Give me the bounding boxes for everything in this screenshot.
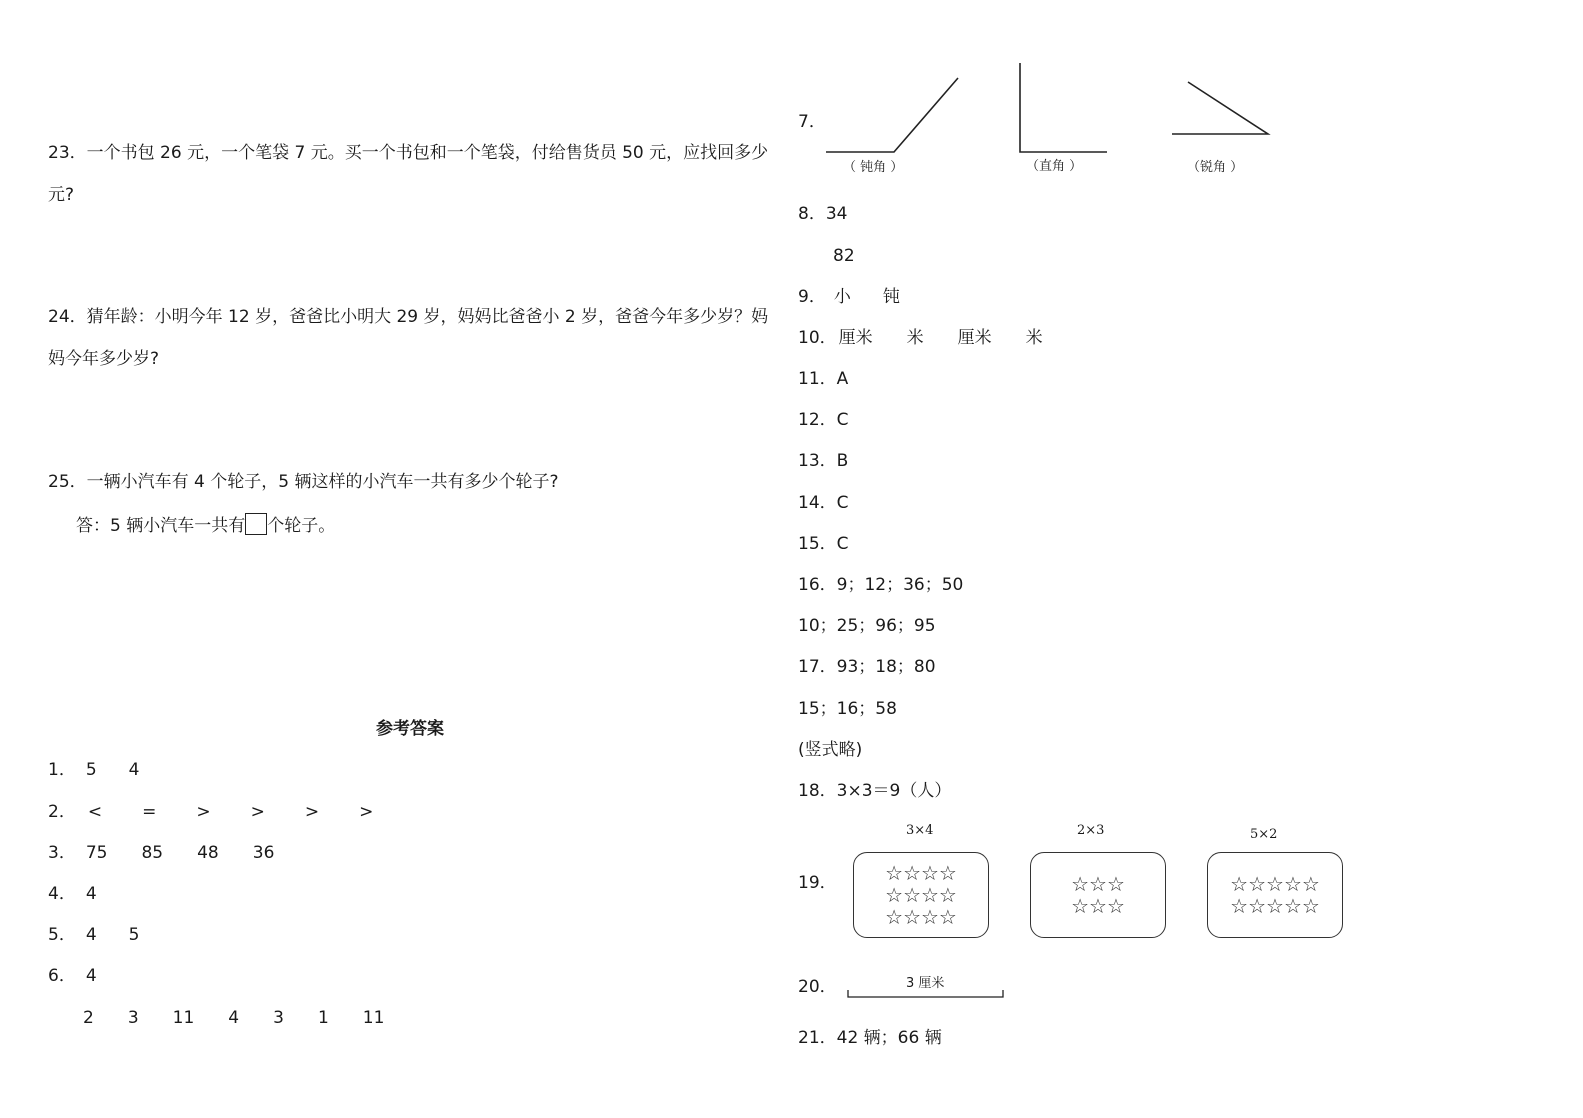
answer-1 [48,759,139,781]
answer-value: 米 [906,328,924,348]
answer-9 [798,286,900,308]
answer-value: 5 [85,760,97,780]
answer-value: 4 [85,966,97,986]
answer-7-number: 7． [798,112,826,132]
angle-label-right: （直角 ） [1026,159,1083,174]
answer-number: 9． [798,287,826,307]
answer-value: 4 [128,760,140,780]
star-icons: ☆☆☆ ☆☆☆ [1071,872,1125,918]
answer-14: 14．C [798,493,849,513]
answer-value: 厘米 [838,328,873,348]
question-23-line2: 元? [48,185,75,205]
answer-19-number: 19． [798,873,837,893]
segment-length-label: 3 厘米 [906,976,945,991]
answer-number: 4． [48,884,76,904]
answer-value: = [142,802,157,822]
star-group-label-1: 3×4 [906,823,934,838]
answer-value: 85 [141,843,164,863]
answer-value: 4 [85,925,97,945]
acute-angle-figure [1172,82,1268,134]
line-segment-figure [845,988,1007,1000]
answer-number: 6． [48,966,76,986]
answer-4 [48,883,97,905]
answer-number: 5． [48,925,76,945]
answer-5 [48,924,139,946]
angle-label-acute: （锐角 ） [1187,160,1244,175]
answer-2 [48,801,373,823]
answer-21: 21．42 辆；66 辆 [798,1028,942,1048]
angle-figures [820,60,1280,160]
answer-value: > [250,802,265,822]
star-group-box-1 [853,852,989,938]
answer-value: 3 [273,1008,284,1028]
answer-value: 3 [127,1008,139,1028]
answer-value: 米 [1025,328,1043,348]
answer-value: 4 [85,884,97,904]
answer-value: 48 [197,843,219,863]
answer-value: 2 [83,1008,94,1028]
answer-prefix: 答：5 辆小汽车一共有 [76,516,246,536]
answer-16-row2: 10；25；96；95 [798,616,936,636]
answer-value: > [359,802,374,822]
obtuse-angle-figure [826,78,958,152]
question-25-line1: 25．一辆小汽车有 4 个轮子，5 辆这样的小汽车一共有多少个轮子? [48,472,559,492]
answer-value: 5 [128,925,140,945]
answer-16: 16．9；12；36；50 [798,575,964,595]
question-25-answer [76,513,335,537]
answer-value: 11 [362,1008,385,1028]
answer-number: 10． [798,328,837,348]
star-group-box-3 [1207,852,1343,938]
answer-value: 75 [85,843,108,863]
answer-number: 2． [48,802,76,822]
answer-8: 8．34 [798,204,848,224]
answer-value: 11 [172,1008,195,1028]
answer-18: 18．3×3＝9（人） [798,781,952,801]
answer-suffix: 个轮子。 [267,516,336,536]
answer-12: 12．C [798,410,849,430]
question-24-line1: 24．猜年龄：小明今年 12 岁，爸爸比小明大 29 岁，妈妈比爸爸小 2 岁，爸爸今年多少岁？妈 [48,307,769,327]
right-angle-figure [1020,63,1107,152]
star-group-box-2 [1030,852,1166,938]
star-icons: ☆☆☆☆☆ ☆☆☆☆☆ [1230,872,1320,918]
answer-blank-box[interactable] [245,513,267,535]
star-group-label-2: 2×3 [1077,823,1105,838]
question-24-line2: 妈今年多少岁? [48,349,160,369]
question-23-line1: 23．一个书包 26 元，一个笔袋 7 元。买一个书包和一个笔袋，付给售货员 50 元，应找回多少 [48,143,769,163]
answer-6 [48,965,97,987]
answer-value: 36 [252,843,275,863]
answer-11: 11．A [798,369,849,389]
answer-value: < [87,802,103,822]
answer-value: 小 [833,287,851,307]
answer-value: > [196,802,211,822]
answer-20-number: 20． [798,977,837,997]
answer-number: 3． [48,843,76,863]
answer-value: 钝 [882,287,900,307]
answer-3 [48,842,274,864]
answer-value: 1 [317,1008,329,1028]
answer-15: 15．C [798,534,849,554]
answer-17: 17．93；18；80 [798,657,936,677]
answer-8-row2: 82 [833,246,855,266]
angle-label-obtuse: （ 钝角 ） [843,160,904,175]
answer-value: 4 [228,1008,240,1028]
answer-6-row2 [83,1007,384,1029]
star-group-label-3: 5×2 [1250,827,1278,842]
answer-10 [798,327,1043,349]
answer-number: 1． [48,760,76,780]
answer-value: > [304,802,320,822]
star-icons: ☆☆☆☆ ☆☆☆☆ ☆☆☆☆ [885,861,957,929]
answer-17-row2: 15；16；58 [798,699,897,719]
answer-value: 厘米 [957,328,992,348]
answer-13: 13．B [798,451,849,471]
answer-17-note: (竖式略) [798,740,863,760]
answers-title: 参考答案 [376,719,444,739]
